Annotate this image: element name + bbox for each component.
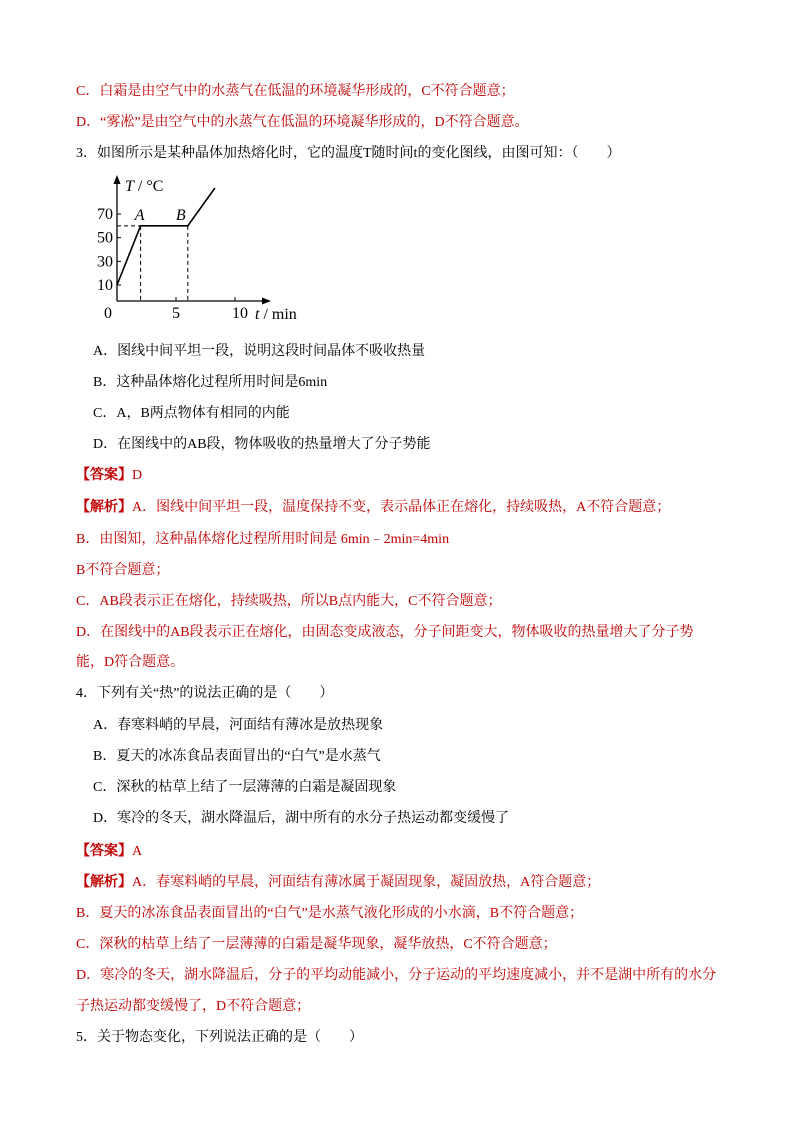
y-axis-arrow bbox=[114, 175, 121, 184]
q4-option-b: B．夏天的冰冻食品表面冒出的“白气”是水蒸气 bbox=[93, 749, 381, 764]
q3-option-d: D．在图线中的AB段，物体吸收的热量增大了分子势能 bbox=[93, 437, 431, 452]
analysis-label: 【解析】 bbox=[76, 875, 132, 890]
q3-analysis-d-cont: 能，D符合题意。 bbox=[76, 655, 185, 670]
q4-analysis-d-cont: 子热运动都变缓慢了，D不符合题意； bbox=[76, 999, 311, 1014]
q4-answer bbox=[76, 842, 142, 862]
q3-analysis-d: D．在图线中的AB段表示正在熔化，由固态变成液态，分子间距变大，物体吸收的热量增大了分子势 bbox=[76, 625, 694, 640]
q4-option-a: A．春寒料峭的早晨，河面结有薄冰是放热现象 bbox=[93, 718, 384, 733]
q3-analysis-b-cont: B不符合题意； bbox=[76, 563, 170, 578]
x-axis-arrow bbox=[262, 298, 271, 305]
answer-value: D bbox=[132, 468, 143, 483]
q5-stem: 5．关于物态变化，下列说法正确的是（ ） bbox=[76, 1030, 363, 1045]
q3-stem: 3．如图所示是某种晶体加热熔化时，它的温度T随时间t的变化图线，由图可知：（ ） bbox=[76, 146, 621, 161]
q4-analysis-a bbox=[76, 873, 600, 893]
prev-analysis-c: C．白霜是由空气中的水蒸气在低温的环境凝华形成的，C不符合题意； bbox=[76, 84, 515, 99]
q4-option-c: C．深秋的枯草上结了一层薄薄的白霜是凝固现象 bbox=[93, 780, 397, 795]
x-axis-label: t / min bbox=[255, 306, 297, 323]
q3-answer bbox=[76, 466, 142, 486]
q4-option-d: D．寒冷的冬天，湖水降温后，湖中所有的水分子热运动都变缓慢了 bbox=[93, 811, 510, 826]
x-tick-label: 10 bbox=[232, 305, 248, 322]
y-tick-label: 70 bbox=[97, 206, 113, 224]
q3-analysis-b: B．由图知，这种晶体熔化过程所用时间是 6min﹣2min=4min bbox=[76, 532, 450, 547]
analysis-label: 【解析】 bbox=[76, 500, 132, 515]
y-tick-label: 50 bbox=[97, 229, 113, 247]
q4-stem: 4．下列有关“热”的说法正确的是（ ） bbox=[76, 686, 334, 701]
x-tick-label: 5 bbox=[172, 305, 180, 322]
answer-label: 【答案】 bbox=[76, 468, 132, 483]
y-tick-label: 10 bbox=[97, 277, 113, 294]
analysis-text: A．图线中间平坦一段，温度保持不变，表示晶体正在熔化，持续吸热，A不符合题意； bbox=[132, 500, 671, 515]
y-tick-label: 30 bbox=[97, 253, 113, 271]
q4-analysis-d: D．寒冷的冬天，湖水降温后，分子的平均动能减小，分子运动的平均速度减小，并不是湖中所有的水分 bbox=[76, 968, 717, 983]
temperature-curve bbox=[117, 188, 215, 285]
prev-analysis-d: D．“雾凇”是由空气中的水蒸气在低温的环境凝华形成的，D不符合题意。 bbox=[76, 115, 529, 130]
q4-analysis-b: B．夏天的冰冻食品表面冒出的“白气”是水蒸气液化形成的小水滴，B不符合题意； bbox=[76, 906, 584, 921]
x-tick-label: 0 bbox=[104, 305, 112, 322]
q4-analysis-c: C．深秋的枯草上结了一层薄薄的白霜是凝华现象，凝华放热，C不符合题意； bbox=[76, 937, 557, 952]
point-label-b: B bbox=[175, 206, 186, 224]
q3-analysis-c: C．AB段表示正在熔化，持续吸热，所以B点内能大，C不符合题意； bbox=[76, 594, 502, 609]
q3-option-c: C．A，B两点物体有相同的内能 bbox=[93, 406, 290, 421]
point-label-a: A bbox=[134, 206, 145, 224]
q3-option-b: B．这种晶体熔化过程所用时间是6min bbox=[93, 375, 328, 390]
analysis-text: A．春寒料峭的早晨，河面结有薄冰属于凝固现象，凝固放热，A符合题意； bbox=[132, 875, 601, 890]
q3-analysis-a bbox=[76, 498, 670, 518]
q3-option-a: A．图线中间平坦一段，说明这段时间晶体不吸收热量 bbox=[93, 344, 426, 359]
y-axis-label: T / °C bbox=[125, 178, 164, 195]
answer-value: A bbox=[132, 844, 143, 859]
temperature-time-chart bbox=[88, 172, 310, 324]
answer-label: 【答案】 bbox=[76, 844, 132, 859]
